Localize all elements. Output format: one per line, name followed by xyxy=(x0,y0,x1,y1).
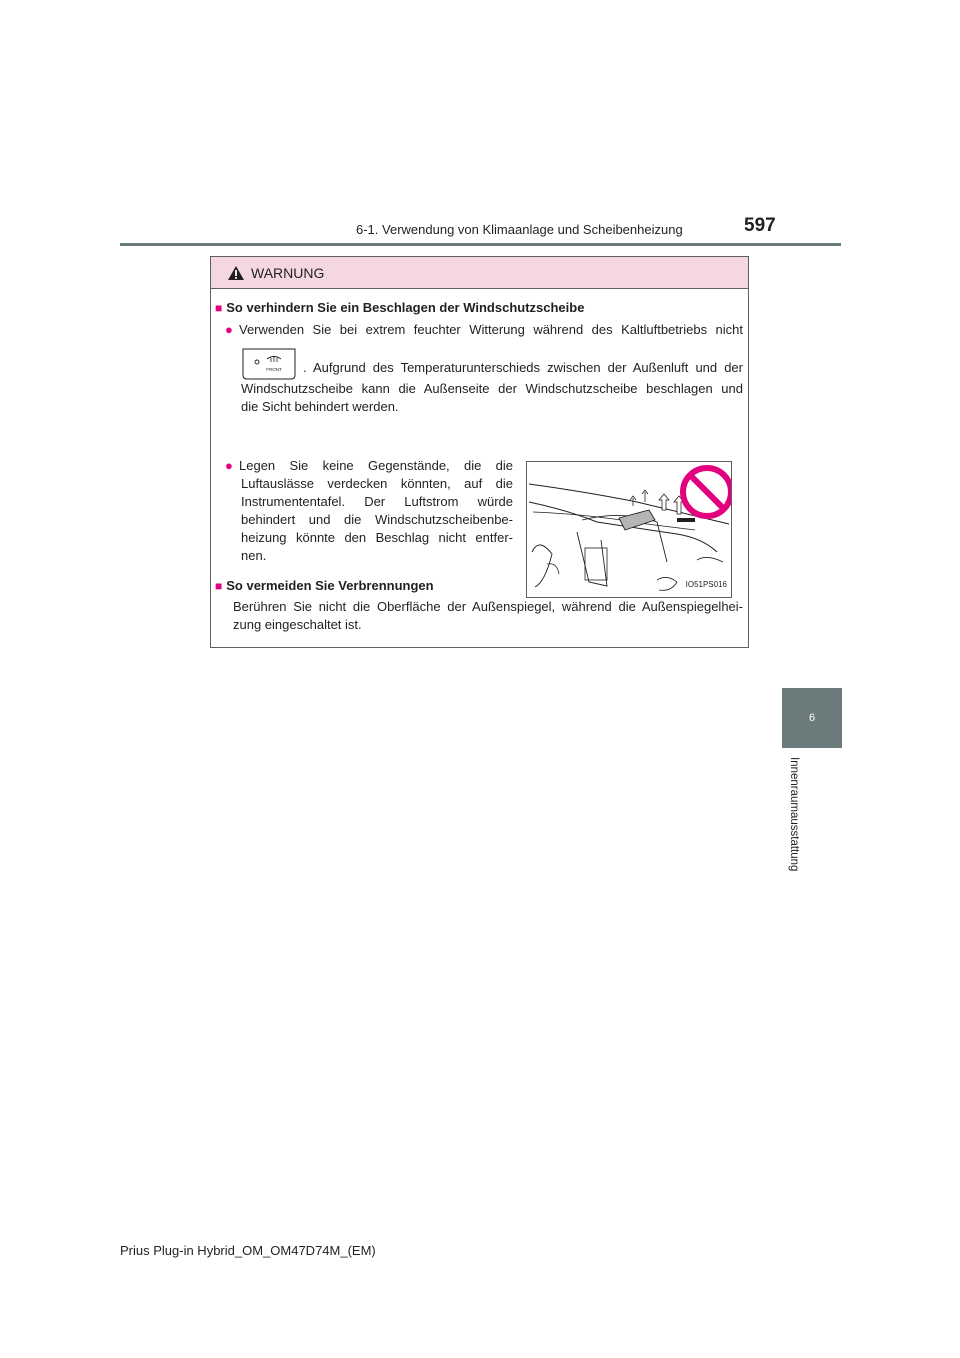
square-bullet-icon: ■ xyxy=(215,301,223,315)
bullet-text-line: Verwenden Sie bei extrem feuchter Witterung während des Kaltluftbetriebs nicht xyxy=(239,322,743,337)
warning-content xyxy=(211,289,748,647)
chapter-tab[interactable] xyxy=(782,688,842,748)
button-label: FRONT xyxy=(266,367,282,372)
bullet-text-line: Instrumententafel. Der Luftstrom würde xyxy=(241,494,513,509)
bullet-item-vents xyxy=(225,457,513,475)
warning-title: WARNUNG xyxy=(251,264,325,281)
chapter-number: 6 xyxy=(808,712,816,724)
round-bullet-icon: ● xyxy=(225,458,233,473)
warning-box xyxy=(210,256,749,648)
section-heading-fogging xyxy=(215,299,584,317)
section-text-line: zung eingeschaltet ist. xyxy=(233,617,362,632)
header-rule xyxy=(120,243,841,246)
bullet-text-line: Luftauslässe verdecken könnten, auf die xyxy=(241,476,513,491)
header-section-title: 6-1. Verwendung von Klimaanlage und Scheibenheizung xyxy=(356,222,683,237)
figure-code: IO51PS016 xyxy=(685,580,727,589)
warning-triangle-icon xyxy=(227,265,245,281)
bullet-text-line: behindert und die Windschutzscheibenbe- xyxy=(241,512,513,527)
footer-document-id: Prius Plug-in Hybrid_OM_OM47D74M_(EM) xyxy=(120,1243,376,1258)
bullet-text-line: heizung könnte den Beschlag nicht entfer- xyxy=(241,530,513,545)
section-heading-text: So vermeiden Sie Verbrennungen xyxy=(226,578,434,593)
warning-header xyxy=(211,257,748,289)
section-heading-burns xyxy=(215,577,434,595)
square-bullet-icon: ■ xyxy=(215,579,223,593)
bullet-text-line: Windschutzscheibe kann die Außenseite der Windschutzscheibe beschlagen und xyxy=(241,381,743,396)
prohibition-icon xyxy=(683,468,731,516)
bullet-text-line: Legen Sie keine Gegenstände, die die xyxy=(239,458,513,473)
bullet-item-cold-air xyxy=(225,321,743,339)
page-number: 597 xyxy=(744,215,776,236)
front-defroster-button-icon xyxy=(241,347,297,381)
bullet-text-line: die Sicht behindert werden. xyxy=(241,399,399,414)
bullet-text-line: . Aufgrund des Temperaturunterschieds zwischen der Außenluft und der xyxy=(303,360,743,375)
dashboard-illustration xyxy=(526,461,732,598)
section-text-line: Berühren Sie nicht die Oberfläche der Außenspiegel, während die Außenspiegelhei- xyxy=(233,599,743,614)
round-bullet-icon: ● xyxy=(225,322,233,337)
section-heading-text: So verhindern Sie ein Beschlagen der Windschutzscheibe xyxy=(226,300,585,315)
chapter-title: Innenraumausstattung xyxy=(788,757,800,872)
bullet-text-line: nen. xyxy=(241,548,267,563)
